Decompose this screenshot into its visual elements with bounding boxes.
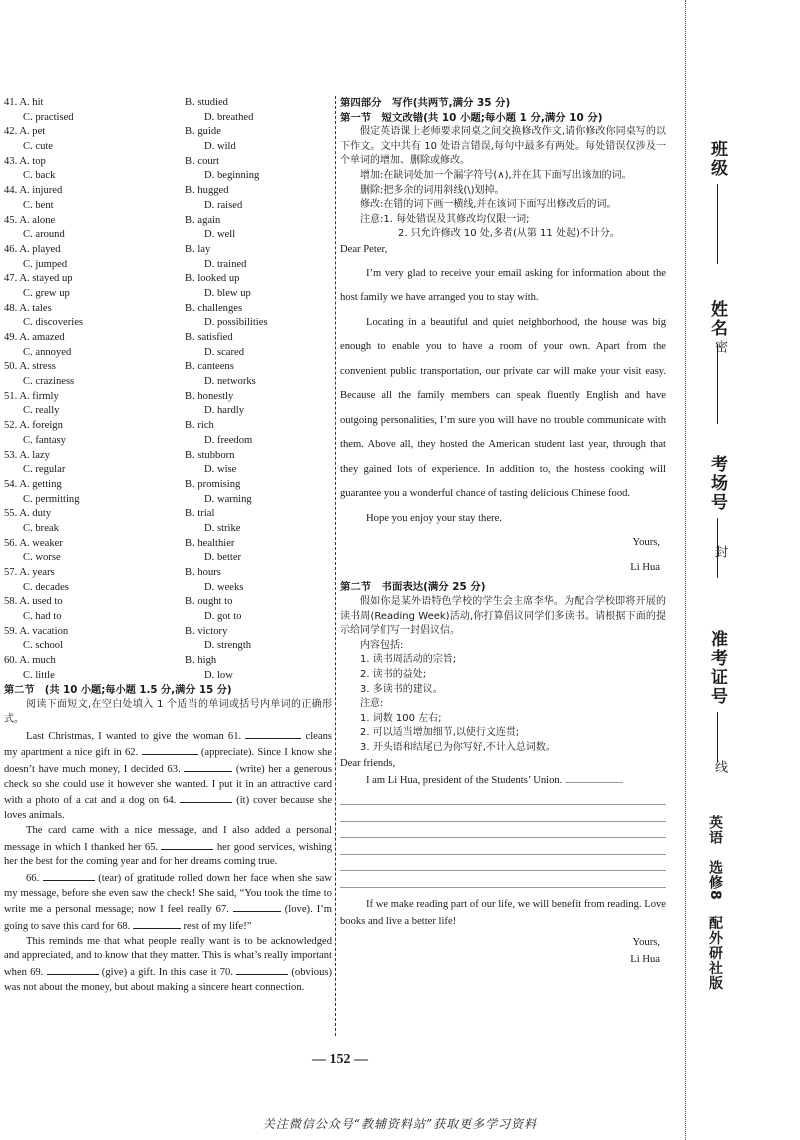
mc-number: 45. (4, 214, 18, 226)
mc-option-a[interactable] (4, 96, 185, 111)
mc-option-d[interactable]: D. wild (204, 141, 236, 153)
mc-number: 42. (4, 126, 18, 138)
mc-option-b[interactable]: B. trial (185, 508, 215, 520)
name-label: 姓名 (707, 300, 727, 338)
notes-item: 2. 可以适当增加细节,以使行文连贯; (360, 727, 520, 739)
mc-option-c[interactable]: C. fantasy (23, 434, 66, 446)
mc-question-row (4, 566, 332, 581)
g-text: cleans my apartment a nice gift in 62. (4, 730, 332, 759)
binding-dotted-line (685, 0, 686, 1140)
mc-question-row (4, 449, 332, 464)
mc-option-c[interactable]: C. discoveries (23, 317, 84, 329)
mc-option-a[interactable] (4, 595, 185, 610)
seal-mark-2: 封 (712, 545, 727, 558)
mc-question-row (4, 610, 332, 625)
writing-line[interactable] (340, 822, 666, 839)
mc-number: 54. (4, 478, 18, 490)
rule-delete: 删除:把多余的词用斜线(\)划掉。 (360, 184, 505, 196)
writing-line[interactable] (565, 772, 623, 783)
room-field[interactable] (705, 455, 730, 578)
mc-option-a[interactable] (4, 537, 185, 552)
g-text: Since I know she doesn’t have much money, I decided 63. (4, 747, 333, 776)
mc-question-row (4, 493, 332, 508)
g-text: Last Christmas, I wanted to give the woman 61. (26, 730, 242, 742)
mc-option-a[interactable] (4, 243, 185, 258)
mc-option-a-text: A. duty (19, 508, 52, 520)
mc-number: 41. (4, 97, 18, 108)
mc-option-a[interactable] (4, 184, 185, 199)
mc-option-d[interactable]: D. got to (204, 611, 242, 623)
mc-number: 59. (4, 625, 18, 637)
blank-65[interactable] (161, 839, 213, 850)
notes-items (340, 712, 666, 756)
mc-option-b[interactable]: B. victory (185, 625, 228, 637)
blank-64[interactable] (180, 792, 232, 803)
sample-greeting: Dear friends, (340, 757, 396, 769)
mc-option-b[interactable]: B. looked up (185, 273, 240, 285)
mc-option-b[interactable]: B. healthier (185, 537, 235, 549)
g-text: (love). I’m going to save this card for 68. (4, 904, 332, 933)
mc-question-row (4, 375, 332, 390)
mc-number: 50. (4, 361, 18, 373)
mc-question-row (4, 404, 332, 419)
mc-option-b[interactable]: B. challenges (185, 302, 243, 314)
g-text: (obvious) was not about the money, but about making a sincere heart connection. (4, 967, 333, 993)
mc-question-row (4, 140, 332, 155)
mc-option-a-text: A. getting (19, 478, 62, 490)
mc-option-a[interactable] (4, 449, 185, 464)
mc-question-row (4, 243, 332, 258)
mc-question-row (4, 581, 332, 596)
mc-question-row (4, 111, 332, 126)
mc-question-row (4, 169, 332, 184)
g-text: (tear) of gratitude rolled down her face when she saw my message, before she even saw the check! She said, “You took the time to write me a personal message; now I feel really 67. (4, 872, 333, 916)
mc-option-b[interactable]: B. rich (185, 420, 214, 432)
mc-option-a[interactable] (4, 654, 185, 669)
blank-70[interactable] (236, 964, 288, 975)
mc-question-row (4, 287, 332, 302)
class-field[interactable] (705, 140, 730, 264)
mc-option-a[interactable] (4, 331, 185, 346)
g-text: (give) a gift. In this case it 70. (101, 967, 233, 979)
mc-option-a-text: A. pet (19, 126, 46, 138)
mc-option-d[interactable]: D. well (204, 229, 236, 241)
mc-option-a-text: A. hit (19, 97, 44, 108)
mc-option-a-text: A. used to (19, 596, 63, 608)
footer-note: 关注微信公众号“教辅资料站”获取更多学习资料 (262, 1117, 538, 1131)
mc-question-row (4, 654, 332, 669)
mc-option-a[interactable] (4, 419, 185, 434)
mc-option-c[interactable]: C. little (23, 669, 55, 681)
subject-label: 英语 选修8 配外研社版 (707, 815, 723, 991)
mc-option-a[interactable] (4, 478, 185, 493)
mc-question-row (4, 522, 332, 537)
mc-question-row (4, 214, 332, 229)
mc-question-row (4, 346, 332, 361)
blank-63[interactable] (184, 761, 232, 772)
g-text: The card came with a nice message, and I also added a personal message in which I thanked her 65. (4, 824, 332, 853)
mc-question-row (4, 537, 332, 552)
content-label: 内容包括: (360, 639, 404, 651)
mc-option-c[interactable]: C. really (23, 405, 60, 417)
mc-option-a-text: A. vacation (19, 625, 69, 637)
mc-number: 56. (4, 537, 18, 549)
mc-number: 48. (4, 302, 18, 314)
blank-61[interactable] (245, 728, 301, 739)
blank-67[interactable] (233, 901, 281, 912)
mc-option-d[interactable]: D. breathed (204, 111, 254, 123)
mc-question-row (4, 228, 332, 243)
error-correction-intro: 假定英语课上老师要求同桌之间交换修改作文,请你修改你同桌写的以下作文。文中共有 10 处语言错误,每句中最多有两处。每处错误仅涉及一个单词的增加、删除或修改。 (340, 126, 666, 167)
ticket-underline (717, 712, 718, 762)
mc-option-d[interactable]: D. better (204, 552, 242, 564)
g-text: (appreciate). (200, 747, 255, 759)
mc-option-d[interactable]: D. freedom (204, 434, 253, 446)
blank-66[interactable] (43, 870, 95, 881)
mc-question-row (4, 331, 332, 346)
mc-question-row (4, 258, 332, 273)
mc-option-d[interactable]: D. strength (204, 640, 252, 652)
mc-option-b[interactable]: B. promising (185, 478, 241, 490)
mc-question-row (4, 302, 332, 317)
note-2: 2. 只允许修改 10 处,多者(从第 11 处起)不计分。 (398, 228, 620, 240)
mc-option-a[interactable] (4, 507, 185, 522)
mc-option-a[interactable] (4, 625, 185, 640)
note-1: 注意:1. 每处错误及其修改均仅限一词; (360, 213, 530, 225)
notes-label: 注意: (360, 698, 384, 710)
blank-62[interactable] (142, 744, 198, 755)
mc-question-row (4, 507, 332, 522)
composition-intro: 假如你是某外语特色学校的学生会主席李华。为配合学校即将开展的读书周(Reading Week)活动,你打算倡议同学们多读书。请根据下面的提示给同学们写一封倡议信。 (340, 596, 666, 637)
mc-option-c[interactable]: C. annoyed (23, 346, 72, 358)
mc-question-row (4, 184, 332, 199)
letter-paragraph-1: I’m very glad to receive your email asking for information about the host family we have arranged you to stay with. (340, 267, 666, 304)
mc-number: 53. (4, 449, 18, 461)
writing-line[interactable] (340, 871, 666, 888)
mc-question-row (4, 625, 332, 640)
mc-option-a-text: A. weaker (19, 537, 63, 549)
mc-number: 55. (4, 508, 18, 520)
mc-option-a[interactable] (4, 155, 185, 170)
mc-option-c[interactable]: C. around (23, 229, 65, 241)
mc-option-c[interactable]: C. worse (23, 552, 61, 564)
sample-opening-text: I am Li Hua, president of the Students’ Union. (366, 774, 563, 786)
mc-number: 46. (4, 243, 18, 255)
mc-option-a[interactable] (4, 566, 185, 581)
mc-option-a-text: A. alone (19, 214, 56, 226)
content-item: 3. 多读书的建议。 (360, 683, 443, 695)
mc-number: 58. (4, 596, 18, 608)
mc-option-a-text: A. injured (19, 185, 63, 197)
sample-ending: If we make reading part of our life, we will benefit from reading. Love books and live a better life! (340, 898, 666, 927)
mc-question-row (4, 463, 332, 478)
seal-mark-1: 密 (712, 340, 727, 353)
mc-option-d[interactable]: D. scared (204, 346, 245, 358)
mc-option-c[interactable]: C. back (23, 170, 56, 182)
multiple-choice-list (4, 96, 332, 684)
blank-69[interactable] (47, 964, 99, 975)
mc-option-d[interactable]: D. hardly (204, 405, 245, 417)
content-item: 2. 读书的益处; (360, 669, 427, 680)
mc-number: 57. (4, 567, 18, 578)
mc-question-row (4, 155, 332, 170)
mc-question-row (4, 390, 332, 405)
g-text: (write) her a generous check so she could use it however she wanted. I put it in an attractive card with a photo of a cat and a dog on 64. (4, 764, 332, 807)
mc-question-row (4, 125, 332, 140)
mc-question-row (4, 419, 332, 434)
mc-number: 44. (4, 185, 18, 197)
left-column (4, 96, 332, 996)
right-column (340, 96, 666, 968)
column-divider (335, 96, 336, 1036)
mc-number: 43. (4, 155, 18, 167)
mc-number: 52. (4, 420, 18, 432)
grammar-paragraph-4 (4, 935, 332, 996)
rule-add: 增加:在缺词处加一个漏字符号(∧),并在其下面写出该加的词。 (360, 169, 632, 181)
mc-question-row (4, 272, 332, 287)
class-label: 班级 (707, 140, 727, 178)
grammar-paragraph-2 (4, 824, 332, 870)
writing-line[interactable] (340, 855, 666, 872)
mc-option-d[interactable]: D. beginning (204, 170, 260, 182)
mc-number: 51. (4, 390, 18, 402)
grammar-heading: 第二节 (共 10 小题;每小题 1.5 分,满分 15 分) (4, 684, 232, 696)
composition-heading: 第二节 书面表达(满分 25 分) (340, 581, 486, 594)
mc-option-a-text: A. top (19, 155, 46, 167)
mc-option-c[interactable]: C. break (23, 522, 59, 534)
mc-option-c[interactable]: C. practised (23, 111, 74, 123)
mc-question-row (4, 669, 332, 684)
g-text: her good services, wishing her the best for the coming year and for her dreams coming true. (4, 841, 332, 868)
mc-option-b[interactable]: B. hours (185, 567, 221, 578)
mc-question-row (4, 316, 332, 331)
rule-modify: 修改:在错的词下画一横线,并在该词下面写出修改后的词。 (360, 199, 617, 211)
writing-line[interactable] (340, 838, 666, 855)
blank-68[interactable] (133, 918, 181, 929)
mc-option-a[interactable] (4, 360, 185, 375)
mc-number: 60. (4, 655, 18, 667)
sample-signature: Li Hua (630, 953, 660, 965)
mc-option-c[interactable]: C. craziness (23, 376, 75, 388)
letter-greeting: Dear Peter, (340, 243, 388, 255)
g-text: This reminds me that what people really want is to be acknowledged and appreciated, and to know that they matter. This is what’s really important when 69. (4, 935, 332, 979)
mc-option-a-text: A. much (19, 655, 56, 667)
writing-line[interactable] (340, 789, 666, 806)
notes-item: 1. 词数 100 左右; (360, 712, 442, 724)
letter-signature: Li Hua (630, 561, 660, 573)
mc-option-d[interactable]: D. trained (204, 258, 247, 270)
mc-option-a[interactable] (4, 302, 185, 317)
page-number: — 152 — (312, 1052, 368, 1067)
mc-option-a-text: A. amazed (19, 332, 65, 343)
mc-question-row (4, 434, 332, 449)
error-correction-heading: 第一节 短文改错(共 10 小题;每小题 1 分,满分 10 分) (340, 111, 603, 124)
mc-option-a-text: A. stayed up (19, 273, 73, 285)
mc-option-c[interactable]: C. bent (23, 199, 54, 211)
mc-option-d[interactable]: D. possibilities (204, 317, 268, 329)
ticket-field[interactable] (705, 630, 730, 762)
mc-option-a-text: A. tales (19, 302, 52, 314)
name-underline (717, 344, 718, 424)
mc-option-d[interactable]: D. weeks (204, 581, 244, 593)
mc-option-c[interactable]: C. regular (23, 464, 66, 476)
name-field[interactable] (705, 300, 730, 424)
mc-option-b[interactable]: B. studied (185, 97, 228, 108)
mc-option-c[interactable]: C. cute (23, 141, 54, 153)
mc-option-d[interactable]: D. blew up (204, 287, 251, 299)
letter-paragraph-3: Hope you enjoy your stay there. (366, 512, 502, 524)
mc-option-b[interactable]: B. hugged (185, 185, 229, 197)
mc-option-a[interactable] (4, 214, 185, 229)
mc-option-c[interactable]: C. school (23, 640, 64, 652)
letter-closing: Yours, (632, 537, 660, 549)
mc-question-row (4, 360, 332, 375)
mc-option-a[interactable] (4, 272, 185, 287)
mc-option-d[interactable]: D. warning (204, 493, 252, 505)
mc-option-b[interactable]: B. stubborn (185, 449, 235, 461)
writing-part-heading: 第四部分 写作(共两节,满分 35 分) (340, 97, 511, 109)
mc-option-b[interactable]: B. again (185, 214, 221, 226)
mc-option-a-text: A. stress (19, 361, 56, 373)
g-text: 66. (26, 872, 40, 884)
mc-option-d[interactable]: D. raised (204, 199, 243, 211)
mc-option-a-text: A. years (19, 567, 55, 578)
writing-line[interactable] (340, 805, 666, 822)
mc-option-c[interactable]: C. jumped (23, 258, 68, 270)
mc-option-d[interactable]: D. low (204, 669, 233, 681)
notes-item: 3. 开头语和结尾已为你写好,不计入总词数。 (360, 741, 556, 753)
mc-option-b[interactable]: B. high (185, 655, 217, 667)
mc-option-a-text: A. firmly (19, 390, 59, 402)
mc-option-c[interactable]: C. permitting (23, 493, 80, 505)
content-items (340, 653, 666, 697)
mc-option-b[interactable]: B. satisfied (185, 332, 233, 343)
mc-option-a-text: A. played (19, 243, 61, 255)
grammar-instruction: 阅读下面短文,在空白处填入 1 个适当的单词或括号内单词的正确形式。 (4, 699, 332, 725)
grammar-paragraph-1 (4, 728, 332, 824)
mc-option-b[interactable]: B. honestly (185, 390, 234, 402)
mc-option-c[interactable]: C. grew up (23, 287, 70, 299)
mc-question-row (4, 199, 332, 214)
class-underline (717, 184, 718, 264)
g-text: (it) cover because she loves animals. (4, 795, 333, 822)
mc-question-row (4, 478, 332, 493)
mc-option-d[interactable]: D. strike (204, 522, 241, 534)
g-text: rest of my life!” (183, 921, 252, 933)
mc-option-a[interactable] (4, 125, 185, 140)
mc-option-c[interactable]: C. had to (23, 611, 62, 623)
grammar-paragraph-3 (4, 870, 332, 935)
sample-opening-line (340, 772, 666, 789)
mc-question-row (4, 96, 332, 111)
mc-option-b[interactable]: B. lay (185, 243, 211, 255)
room-label: 考场号 (707, 455, 727, 512)
mc-option-b[interactable]: B. ought to (185, 596, 233, 608)
mc-option-c[interactable]: C. decades (23, 581, 69, 593)
seal-mark-3: 线 (712, 760, 727, 773)
mc-option-a-text: A. lazy (19, 449, 50, 461)
mc-option-a[interactable] (4, 390, 185, 405)
mc-option-d[interactable]: D. wise (204, 464, 237, 476)
mc-number: 49. (4, 332, 18, 343)
letter-paragraph-2: Locating in a beautiful and quiet neighborhood, the house was big enough to enable you to have a room of your own. Apart from the convenient public transportation, our private car will make your visit easy. Because all the family members can speak fluently English and have outgoing personalities, I’m sure you will have no trouble communicate with them. Above all, they hosted the American student last year, through that they gained lots of experience. In addition to, the hostess cooking will guarantee you a wonderful chance of tasting delicious Chinese food. (340, 316, 666, 500)
mc-option-d[interactable]: D. networks (204, 376, 256, 388)
content-item: 1. 读书周活动的宗旨; (360, 654, 457, 666)
mc-option-a-text: A. foreign (19, 420, 63, 432)
sample-closing: Yours, (632, 936, 660, 948)
mc-question-row (4, 595, 332, 610)
mc-number: 47. (4, 273, 18, 285)
mc-option-b[interactable]: B. canteens (185, 361, 234, 373)
ticket-label: 准考证号 (707, 630, 727, 706)
mc-option-b[interactable]: B. guide (185, 126, 221, 138)
mc-question-row (4, 639, 332, 654)
mc-question-row (4, 551, 332, 566)
mc-option-b[interactable]: B. court (185, 155, 220, 167)
